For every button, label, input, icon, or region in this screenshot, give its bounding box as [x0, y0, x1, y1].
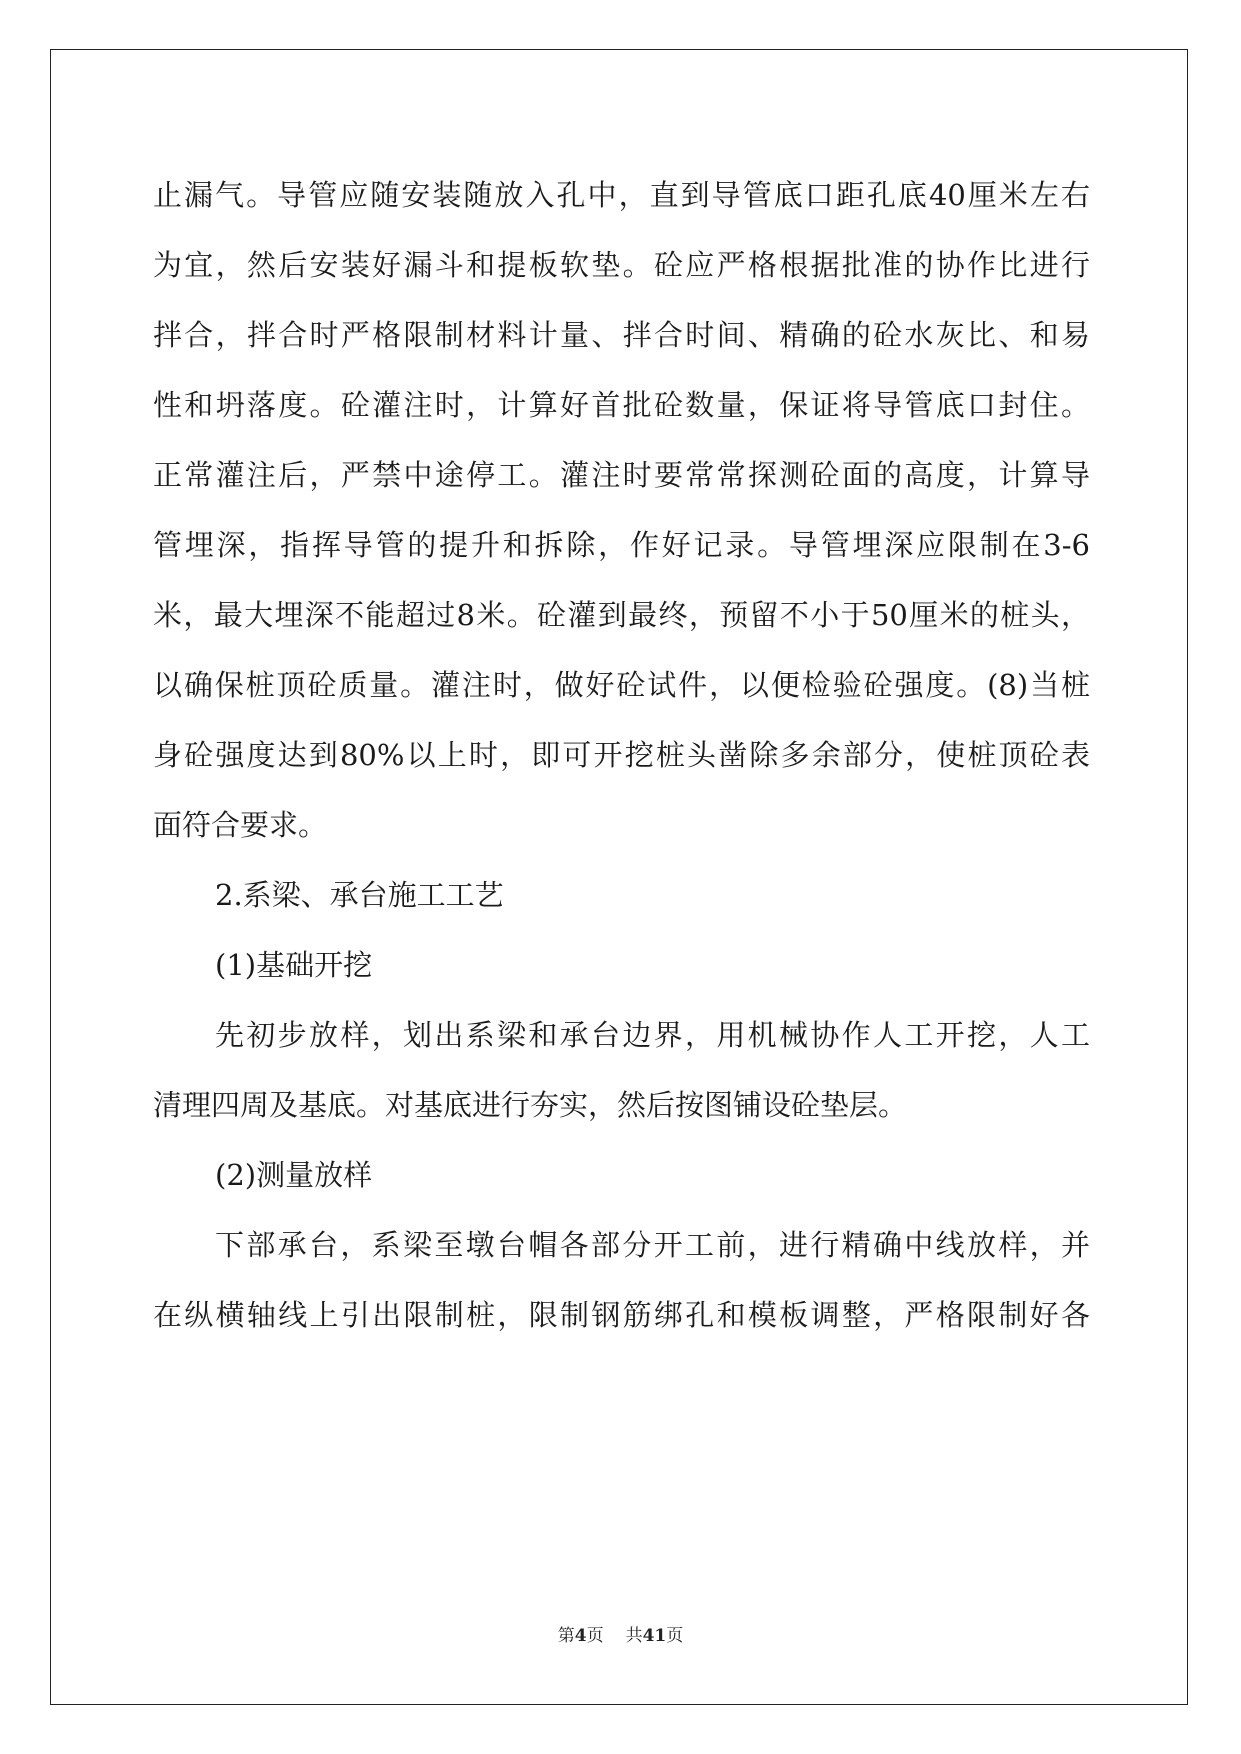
body-line: 性和坍落度。砼灌注时，计算好首批砼数量，保证将导管底口封住。: [153, 388, 1090, 422]
total-suffix: 页: [666, 1626, 684, 1646]
body-line: 止漏气。导管应随安装随放入孔中，直到导管底口距孔底40厘米左右: [153, 178, 1090, 212]
body-line: 拌合，拌合时严格限制材料计量、拌合时间、精确的砼水灰比、和易: [153, 318, 1090, 352]
body-line: 在纵横轴线上引出限制桩，限制钢筋绑孔和模板调整，严格限制好各: [153, 1298, 1090, 1332]
section-heading: 2.系梁、承台施工工艺: [215, 878, 504, 912]
body-line: 先初步放样，划出系梁和承台边界，用机械协作人工开挖，人工: [215, 1018, 1090, 1052]
body-line: 管埋深，指挥导管的提升和拆除，作好记录。导管埋深应限制在3-6: [153, 528, 1090, 562]
total-pages: 41: [642, 1626, 667, 1646]
subsection-heading: (2)测量放样: [215, 1158, 373, 1192]
page-footer: [0, 1624, 1241, 1648]
body-line: 清理四周及基底。对基底进行夯实，然后按图铺设砼垫层。: [153, 1088, 908, 1122]
page-number: 4: [574, 1626, 587, 1646]
document-body: [153, 160, 1090, 1350]
body-line: 身砼强度达到80%以上时，即可开挖桩头凿除多余部分，使桩顶砼表: [153, 738, 1090, 772]
total-prefix: 共: [625, 1626, 643, 1646]
body-line: 面符合要求。: [153, 808, 328, 842]
page-prefix: 第: [557, 1626, 575, 1646]
body-line: 正常灌注后，严禁中途停工。灌注时要常常探测砼面的高度，计算导: [153, 458, 1090, 492]
subsection-heading: (1)基础开挖: [215, 948, 373, 982]
body-line: 下部承台，系梁至墩台帽各部分开工前，进行精确中线放样，并: [215, 1228, 1090, 1262]
body-line: 米，最大埋深不能超过8米。砼灌到最终，预留不小于50厘米的桩头，: [153, 598, 1090, 632]
page-suffix: 页: [586, 1626, 604, 1646]
body-line: 以确保桩顶砼质量。灌注时，做好砼试件，以便检验砼强度。(8)当桩: [153, 668, 1090, 702]
body-line: 为宜，然后安装好漏斗和提板软垫。砼应严格根据批准的协作比进行: [153, 248, 1090, 282]
